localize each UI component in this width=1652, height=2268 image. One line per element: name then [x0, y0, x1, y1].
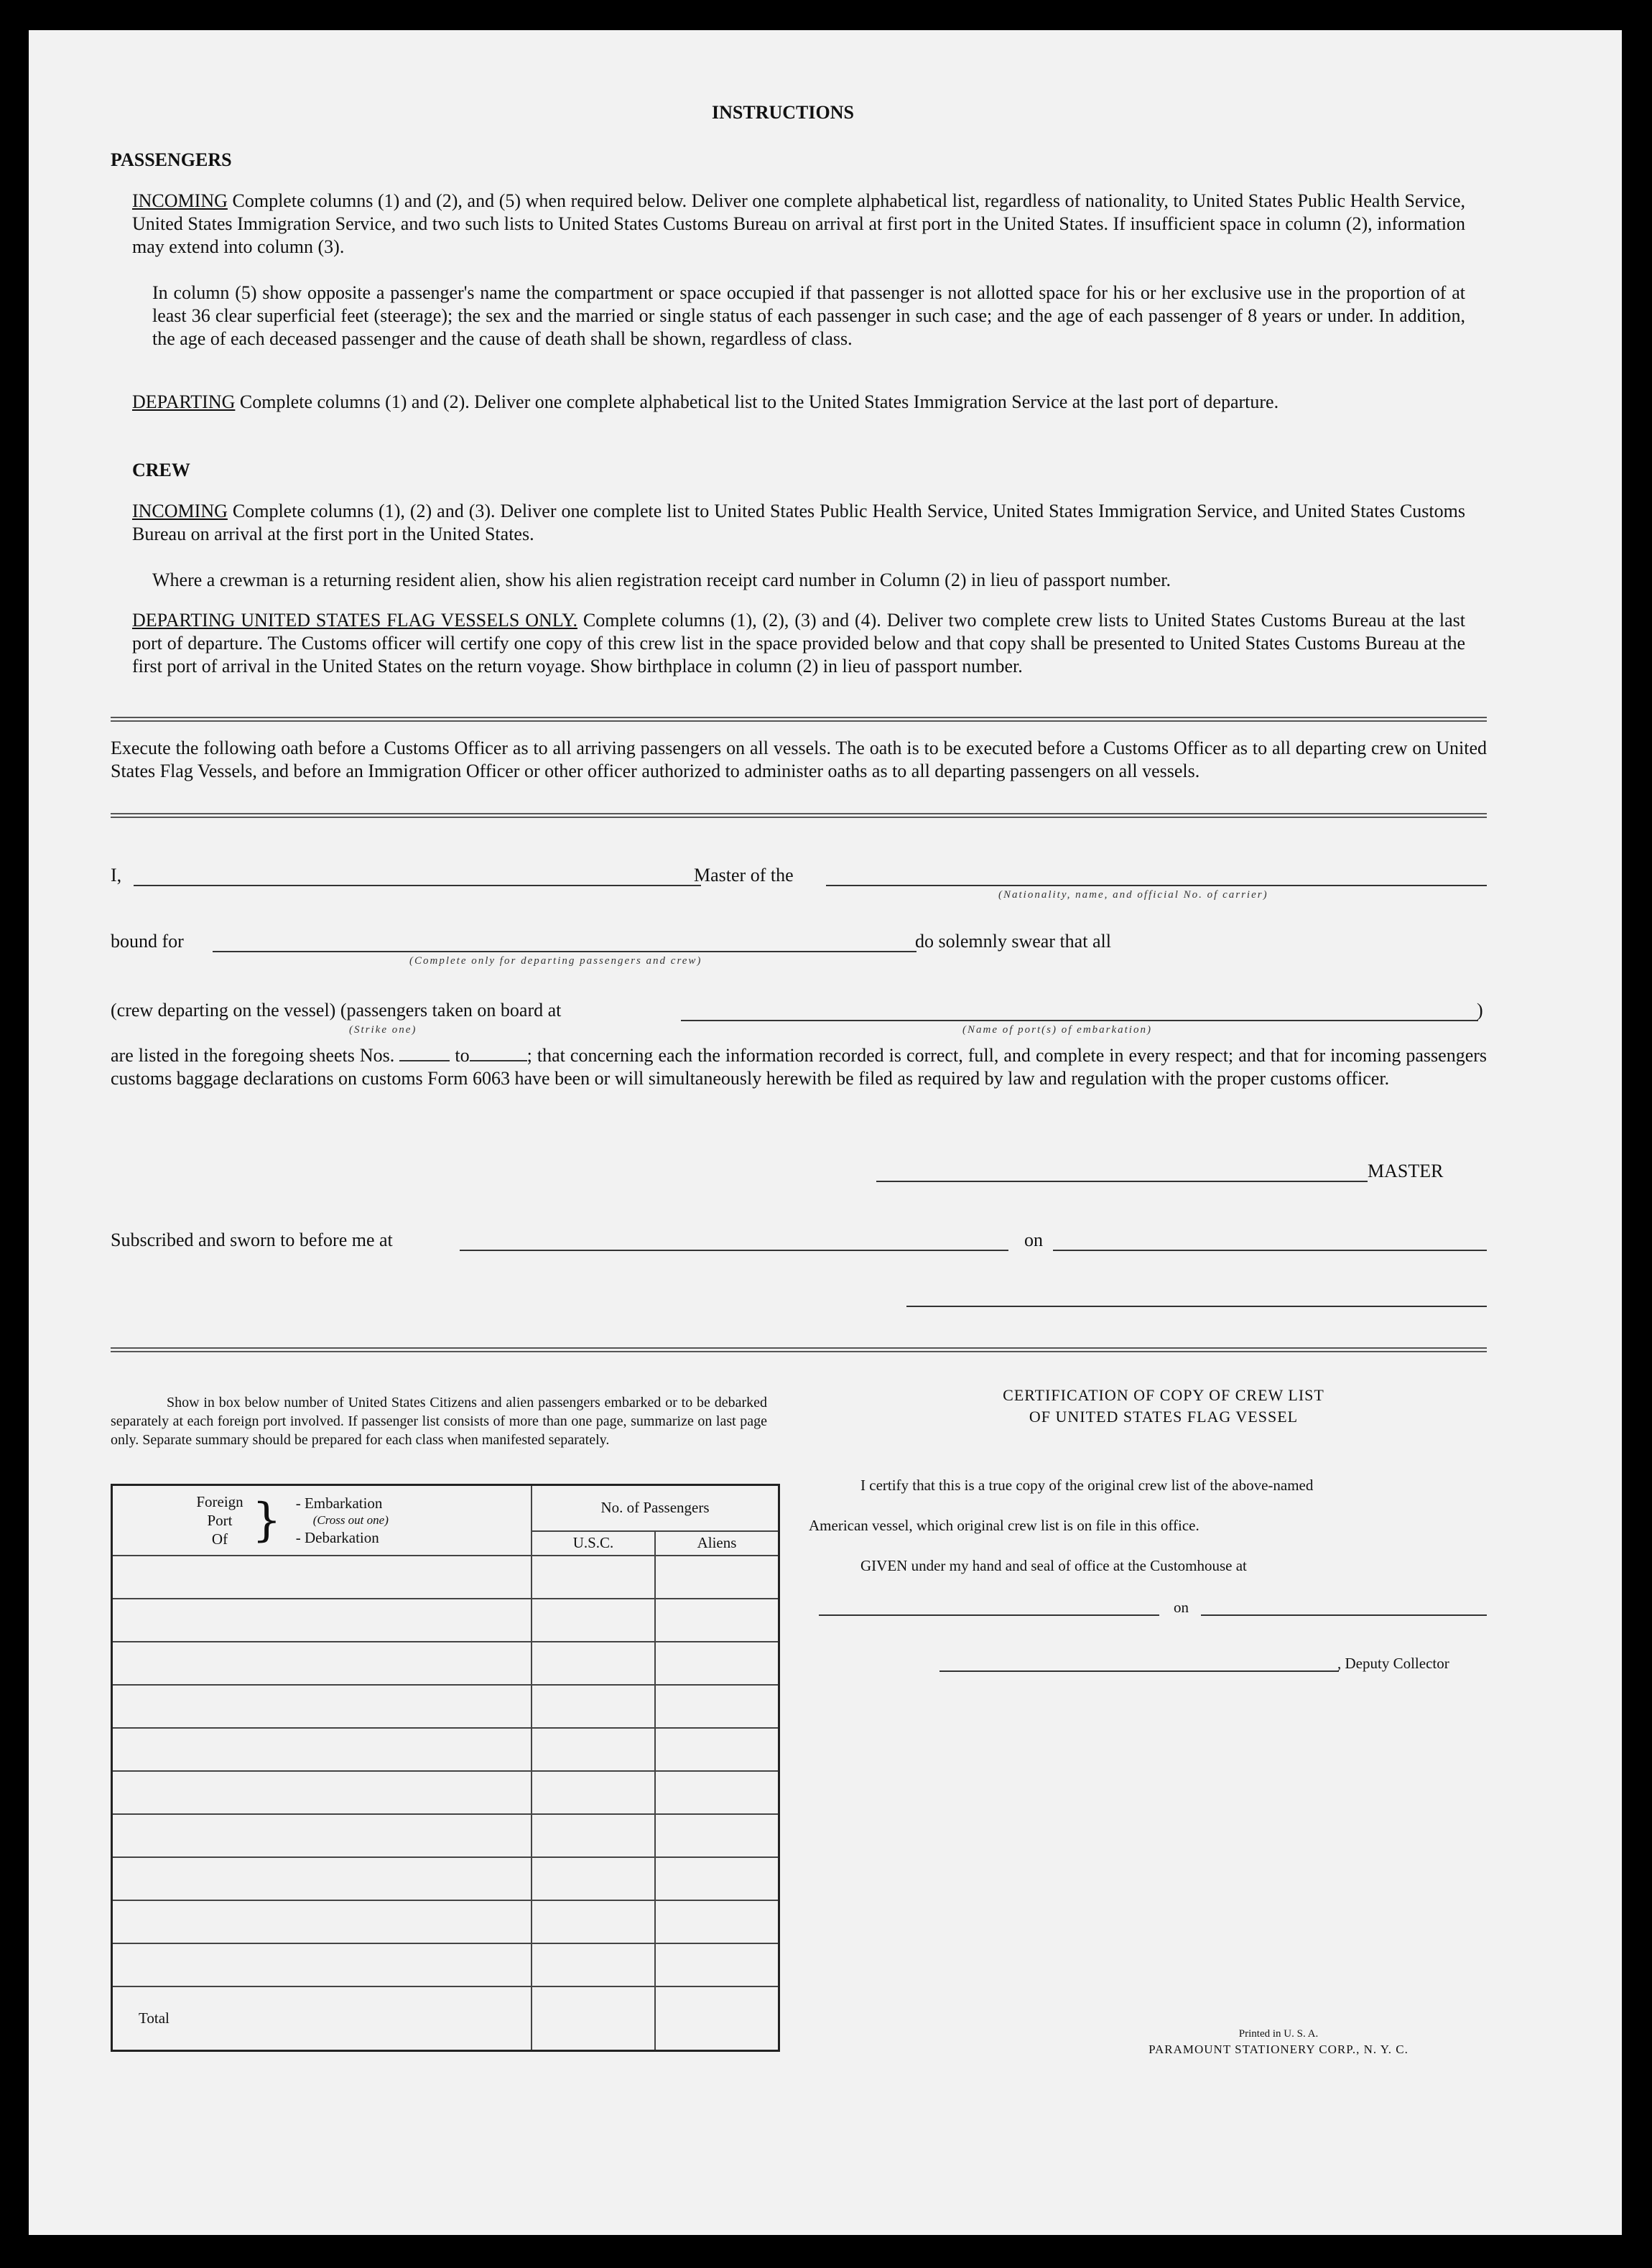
- page-title: INSTRUCTIONS: [712, 102, 854, 123]
- printer-line-2: PARAMOUNT STATIONERY CORP., N. Y. C.: [1148, 2042, 1409, 2056]
- listed-prefix: are listed in the foregoing sheets Nos.: [111, 1045, 395, 1066]
- port-cell[interactable]: [112, 1556, 532, 1599]
- usc-cell[interactable]: [532, 1814, 655, 1857]
- passengers-departing-label: DEPARTING: [132, 391, 236, 412]
- given-line: GIVEN under my hand and seal of office at the Customhouse at: [860, 1557, 1247, 1574]
- crew-departing-paragraph: [132, 609, 1465, 678]
- certify-line-1: I certify that this is a true copy of the original crew list of the above-named: [860, 1477, 1314, 1494]
- usc-cell[interactable]: [532, 1857, 655, 1900]
- crew-departing-label: DEPARTING UNITED STATES FLAG VESSELS ONLY.: [132, 610, 577, 631]
- printer-line-1: Printed in U. S. A.: [1238, 2028, 1319, 2040]
- aliens-cell[interactable]: [655, 1900, 779, 1943]
- crew-incoming-paragraph: [132, 500, 1465, 546]
- customhouse-field[interactable]: [819, 1614, 1159, 1616]
- no-of-passengers-header: No. of Passengers: [532, 1485, 779, 1531]
- port-caption: (Name of port(s) of embarkation): [962, 1024, 1152, 1036]
- brace-symbol: }: [252, 1493, 282, 1547]
- aliens-cell[interactable]: [655, 1728, 779, 1771]
- divider-2: [111, 813, 1487, 818]
- master-signature-field[interactable]: [876, 1181, 1368, 1182]
- aliens-cell[interactable]: [655, 1814, 779, 1857]
- table-row: [112, 1900, 779, 1943]
- table-row: [112, 1599, 779, 1642]
- usc-cell[interactable]: [532, 1556, 655, 1599]
- master-of-the-label: Master of the: [694, 865, 794, 886]
- certification-title-1: CERTIFICATION OF COPY OF CREW LIST: [1003, 1386, 1324, 1404]
- crew-departing-text: Complete columns (1), (2), (3) and (4). Deliver two complete crew lists to United States Customs Bureau at the last port of departure. The Customs officer will certify one copy of this crew list in the space provided below and that copy shall be presented to United States Customs Bureau at the first port of arrival in the United States on the return voyage. Show birthplace in column (2) in lieu of passport number.: [132, 610, 1465, 677]
- passengers-column5-paragraph: In column (5) show opposite a passenger's name the compartment or space occupied if that passenger is not allotted space for his or her exclusive use in the proportion of at least 36 clear superficial feet (steerage); the sex and the married or single status of each passenger in such case; and the age of each passenger of 8 years or under. In addition, the age of each deceased passenger and the cause of death shall be shown, regardless of class.: [152, 282, 1465, 349]
- total-aliens-cell[interactable]: [655, 1986, 779, 2051]
- aliens-cell[interactable]: [655, 1556, 779, 1599]
- subscribed-on-label: on: [1024, 1230, 1043, 1250]
- solemnly-swear-text: do solemnly swear that all: [915, 931, 1111, 952]
- crew-incoming-label: INCOMING: [132, 501, 228, 521]
- master-name-field[interactable]: [134, 885, 701, 886]
- port-cell[interactable]: [112, 1599, 532, 1642]
- table-row: [112, 1642, 779, 1685]
- bound-for-field[interactable]: [213, 951, 917, 952]
- port-cell[interactable]: [112, 1814, 532, 1857]
- usc-cell[interactable]: [532, 1728, 655, 1771]
- embarkation-label: - Embarkation: [295, 1494, 383, 1512]
- aliens-header: Aliens: [655, 1531, 779, 1556]
- total-row: [112, 1986, 779, 2051]
- aliens-cell[interactable]: [655, 1599, 779, 1642]
- table-row: [112, 1685, 779, 1728]
- port-header-cell: [112, 1485, 532, 1556]
- usc-cell[interactable]: [532, 1900, 655, 1943]
- crew-heading: CREW: [132, 460, 190, 480]
- officer-signature-field[interactable]: [906, 1306, 1487, 1307]
- usc-cell[interactable]: [532, 1943, 655, 1986]
- oath-instruction-paragraph: Execute the following oath before a Customs Officer as to all arriving passengers on all vessels. The oath is to be executed before a Customs Officer as to all departing crew on United States Flag Vessels, and before an Immigration Officer or other officer authorized to administer oaths as to all departing passengers on all vessels.: [111, 738, 1487, 781]
- certify-line-2: American vessel, which original crew list is on file in this office.: [809, 1517, 1199, 1534]
- master-label: MASTER: [1368, 1161, 1444, 1181]
- aliens-cell[interactable]: [655, 1771, 779, 1814]
- crew-resident-paragraph: Where a crewman is a returning resident alien, show his alien registration receipt card number in Column (2) in lieu of passport number.: [152, 570, 1171, 590]
- passengers-departing-text: Complete columns (1) and (2). Deliver one complete alphabetical list to the United States Immigration Service at the last port of departure.: [235, 391, 1279, 412]
- strike-one-caption: (Strike one): [349, 1024, 417, 1036]
- table-row: [112, 1771, 779, 1814]
- port-cell[interactable]: [112, 1728, 532, 1771]
- deputy-signature-field[interactable]: [939, 1670, 1339, 1672]
- form-sheet: [29, 30, 1622, 2235]
- sheet-to-field[interactable]: [470, 1060, 527, 1061]
- bound-for-label: bound for: [111, 931, 184, 952]
- table-row: [112, 1814, 779, 1857]
- carrier-field[interactable]: [826, 885, 1487, 886]
- subscribed-place-field[interactable]: [460, 1250, 1008, 1251]
- usc-cell[interactable]: [532, 1771, 655, 1814]
- subscribed-label: Subscribed and sworn to before me at: [111, 1230, 393, 1250]
- embarkation-port-field[interactable]: [681, 1020, 1478, 1021]
- to-label: to: [455, 1045, 470, 1066]
- certification-on-label: on: [1174, 1599, 1189, 1616]
- port-cell[interactable]: [112, 1900, 532, 1943]
- foreign-port-of: Foreign Port Of: [196, 1492, 243, 1548]
- passenger-summary-table: [111, 1484, 780, 2052]
- table-row: [112, 1857, 779, 1900]
- port-cell[interactable]: [112, 1771, 532, 1814]
- subscribed-date-field[interactable]: [1053, 1250, 1487, 1251]
- sheet-from-field[interactable]: [399, 1060, 450, 1061]
- crew-passengers-text: (crew departing on the vessel) (passengers taken on board at: [111, 1000, 562, 1021]
- usc-cell[interactable]: [532, 1599, 655, 1642]
- passengers-heading: PASSENGERS: [111, 149, 232, 170]
- divider-3: [111, 1347, 1487, 1352]
- port-cell[interactable]: [112, 1857, 532, 1900]
- aliens-cell[interactable]: [655, 1642, 779, 1685]
- cross-out-label: (Cross out one): [312, 1512, 389, 1527]
- total-label: Total: [139, 2009, 170, 2027]
- close-paren: ): [1477, 1000, 1483, 1021]
- divider-1: [111, 717, 1487, 722]
- passengers-departing-paragraph: [132, 391, 1465, 414]
- listed-paragraph: [111, 1044, 1487, 1090]
- passengers-incoming-label: INCOMING: [132, 190, 228, 211]
- port-cell[interactable]: [112, 1685, 532, 1728]
- oath-i-label: I,: [111, 865, 122, 886]
- port-cell[interactable]: [112, 1642, 532, 1685]
- aliens-cell[interactable]: [655, 1857, 779, 1900]
- total-label-cell: [112, 1986, 532, 2051]
- debarkation-label: - Debarkation: [295, 1528, 379, 1546]
- usc-header: U.S.C.: [532, 1531, 655, 1556]
- passengers-incoming-text: Complete columns (1) and (2), and (5) when required below. Deliver one complete alphabetical list, regardless of nationality, to United States Public Health Service, United States Immigration Service, and two such lists to United States Customs Bureau on arrival at first port in the United States. If insufficient space in column (2), information may extend into column (3).: [132, 190, 1465, 257]
- port-cell[interactable]: [112, 1943, 532, 1986]
- table-row: [112, 1728, 779, 1771]
- certification-title-2: OF UNITED STATES FLAG VESSEL: [1029, 1408, 1299, 1426]
- usc-cell[interactable]: [532, 1685, 655, 1728]
- crew-incoming-text: Complete columns (1), (2) and (3). Deliver one complete list to United States Public Health Service, United States Immigration Service, and United States Customs Bureau on arrival at the first port in the United States.: [132, 501, 1465, 544]
- summary-instruction: Show in box below number of United States Citizens and alien passengers embarked or to be debarked separately at each foreign port involved. If passenger list consists of more than one page, summarize on last page only. Separate summary should be prepared for each class when manifested separately.: [111, 1395, 767, 1448]
- deputy-collector-label: , Deputy Collector: [1337, 1655, 1449, 1672]
- table-row: [112, 1556, 779, 1599]
- total-usc-cell[interactable]: [532, 1986, 655, 2051]
- usc-cell[interactable]: [532, 1642, 655, 1685]
- listed-rest: ; that concerning each the information recorded is correct, full, and complete in every respect; and that for incoming passengers customs baggage declarations on customs Form 6063 have been or will simultaneously herewith be filed as required by law and regulation with the proper customs officer.: [111, 1045, 1488, 1089]
- certification-date-field[interactable]: [1201, 1614, 1487, 1616]
- passengers-incoming-paragraph: [132, 190, 1465, 259]
- carrier-caption: (Nationality, name, and official No. of carrier): [998, 889, 1268, 901]
- bound-for-caption: (Complete only for departing passengers and crew): [409, 955, 702, 967]
- aliens-cell[interactable]: [655, 1943, 779, 1986]
- table-row: [112, 1943, 779, 1986]
- aliens-cell[interactable]: [655, 1685, 779, 1728]
